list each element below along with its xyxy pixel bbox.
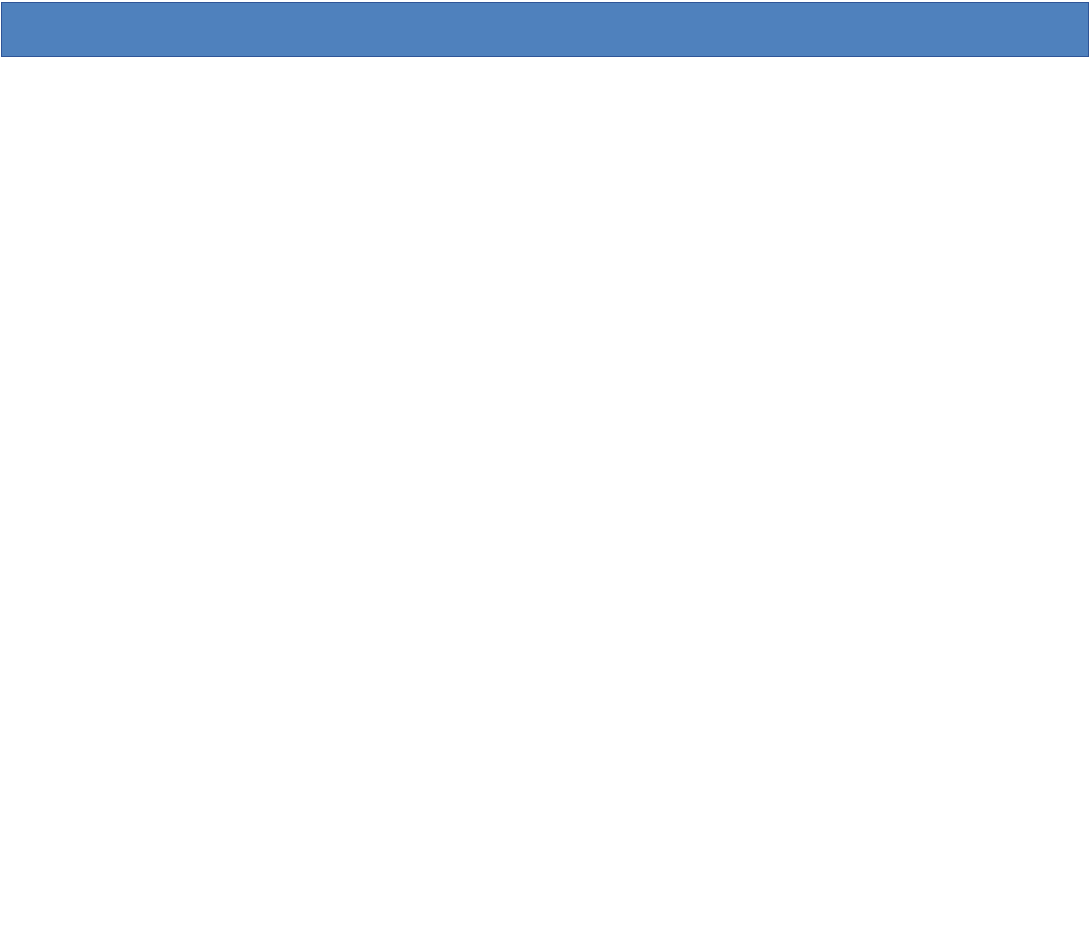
page-title	[1, 2, 1089, 57]
